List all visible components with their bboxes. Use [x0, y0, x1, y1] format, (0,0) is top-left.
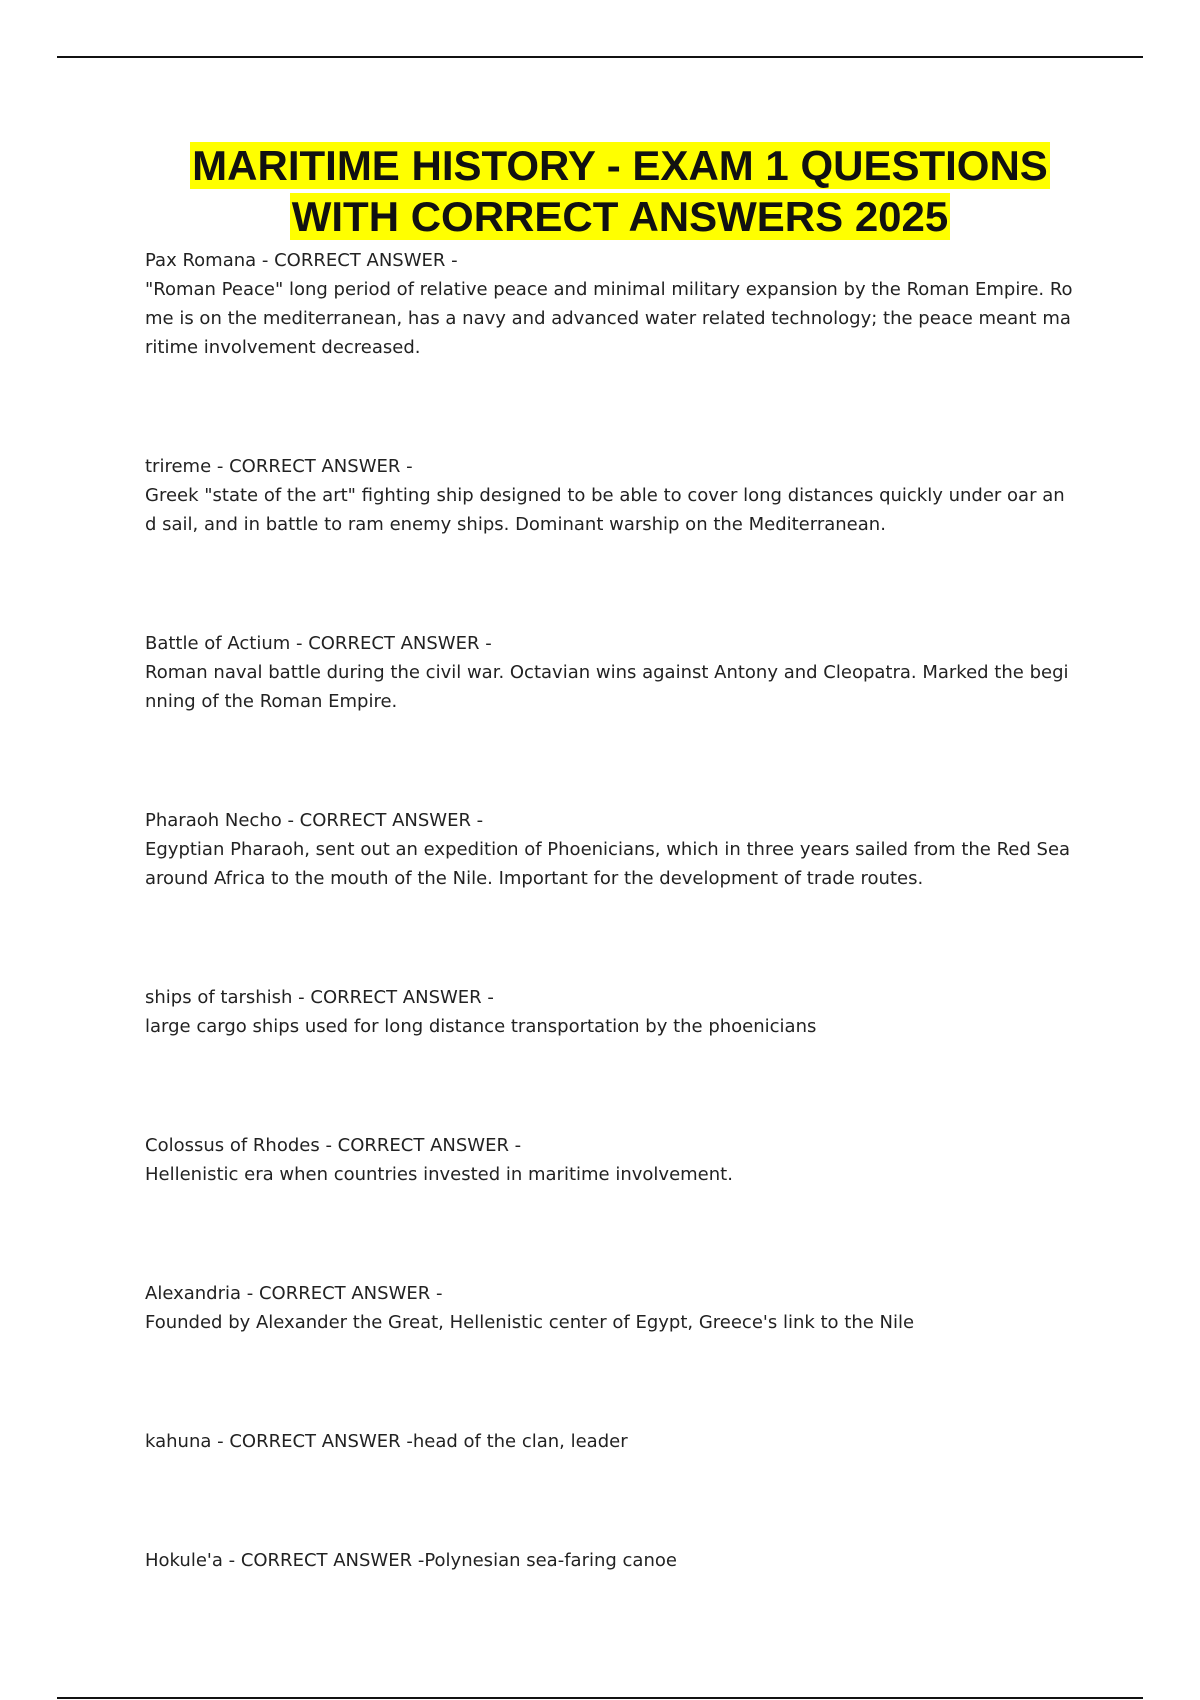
- qa-answer-line: Egyptian Pharaoh, sent out an expedition of Phoenicians, which in three years sailed from the Red Sea: [145, 839, 1071, 860]
- bottom-rule: [57, 1697, 1143, 1699]
- qa-term: Hokule'a - CORRECT ANSWER -Polynesian sea-faring canoe: [145, 1550, 677, 1571]
- qa-term: Pharaoh Necho - CORRECT ANSWER -: [145, 810, 484, 831]
- qa-answer-line: d sail, and in battle to ram enemy ships. Dominant warship on the Mediterranean.: [145, 514, 886, 535]
- qa-answer-line: nning of the Roman Empire.: [145, 691, 398, 712]
- qa-entry: [145, 1279, 1095, 1337]
- qa-entry: [145, 452, 1095, 539]
- title-line-2: WITH CORRECT ANSWERS 2025: [291, 193, 949, 240]
- page-title: [60, 140, 1180, 242]
- qa-term: trireme - CORRECT ANSWER -: [145, 456, 413, 477]
- qa-answer-line: Greek "state of the art" fighting ship designed to be able to cover long distances quickly under oar an: [145, 485, 1065, 506]
- qa-entry: [145, 983, 1095, 1041]
- qa-term: Battle of Actium - CORRECT ANSWER -: [145, 633, 492, 654]
- top-rule: [57, 56, 1143, 58]
- qa-term: kahuna - CORRECT ANSWER -head of the clan, leader: [145, 1431, 628, 1452]
- qa-answer-line: ritime involvement decreased.: [145, 337, 421, 358]
- qa-answer-line: Hellenistic era when countries invested in maritime involvement.: [145, 1164, 733, 1185]
- qa-entry: [145, 1131, 1095, 1189]
- qa-answer-line: Roman naval battle during the civil war. Octavian wins against Antony and Cleopatra. Marked the begi: [145, 662, 1069, 683]
- qa-list: [145, 246, 1095, 1575]
- qa-term: ships of tarshish - CORRECT ANSWER -: [145, 987, 494, 1008]
- title-line-1: MARITIME HISTORY - EXAM 1 QUESTIONS: [192, 142, 1048, 189]
- qa-answer-line: around Africa to the mouth of the Nile. Important for the development of trade routes.: [145, 868, 924, 889]
- qa-term: Pax Romana - CORRECT ANSWER -: [145, 250, 458, 271]
- qa-answer-line: large cargo ships used for long distance transportation by the phoenicians: [145, 1016, 817, 1037]
- qa-answer-line: me is on the mediterranean, has a navy and advanced water related technology; the peace meant ma: [145, 308, 1071, 329]
- qa-entry: [145, 806, 1095, 893]
- qa-term: Alexandria - CORRECT ANSWER -: [145, 1283, 443, 1304]
- qa-entry: [145, 629, 1095, 716]
- qa-entry: [145, 1427, 1095, 1456]
- qa-answer-line: "Roman Peace" long period of relative peace and minimal military expansion by the Roman Empire. Ro: [145, 279, 1073, 300]
- qa-entry: [145, 1546, 1095, 1575]
- qa-term: Colossus of Rhodes - CORRECT ANSWER -: [145, 1135, 522, 1156]
- qa-entry: [145, 246, 1095, 362]
- qa-answer-line: Founded by Alexander the Great, Hellenistic center of Egypt, Greece's link to the Nile: [145, 1312, 915, 1333]
